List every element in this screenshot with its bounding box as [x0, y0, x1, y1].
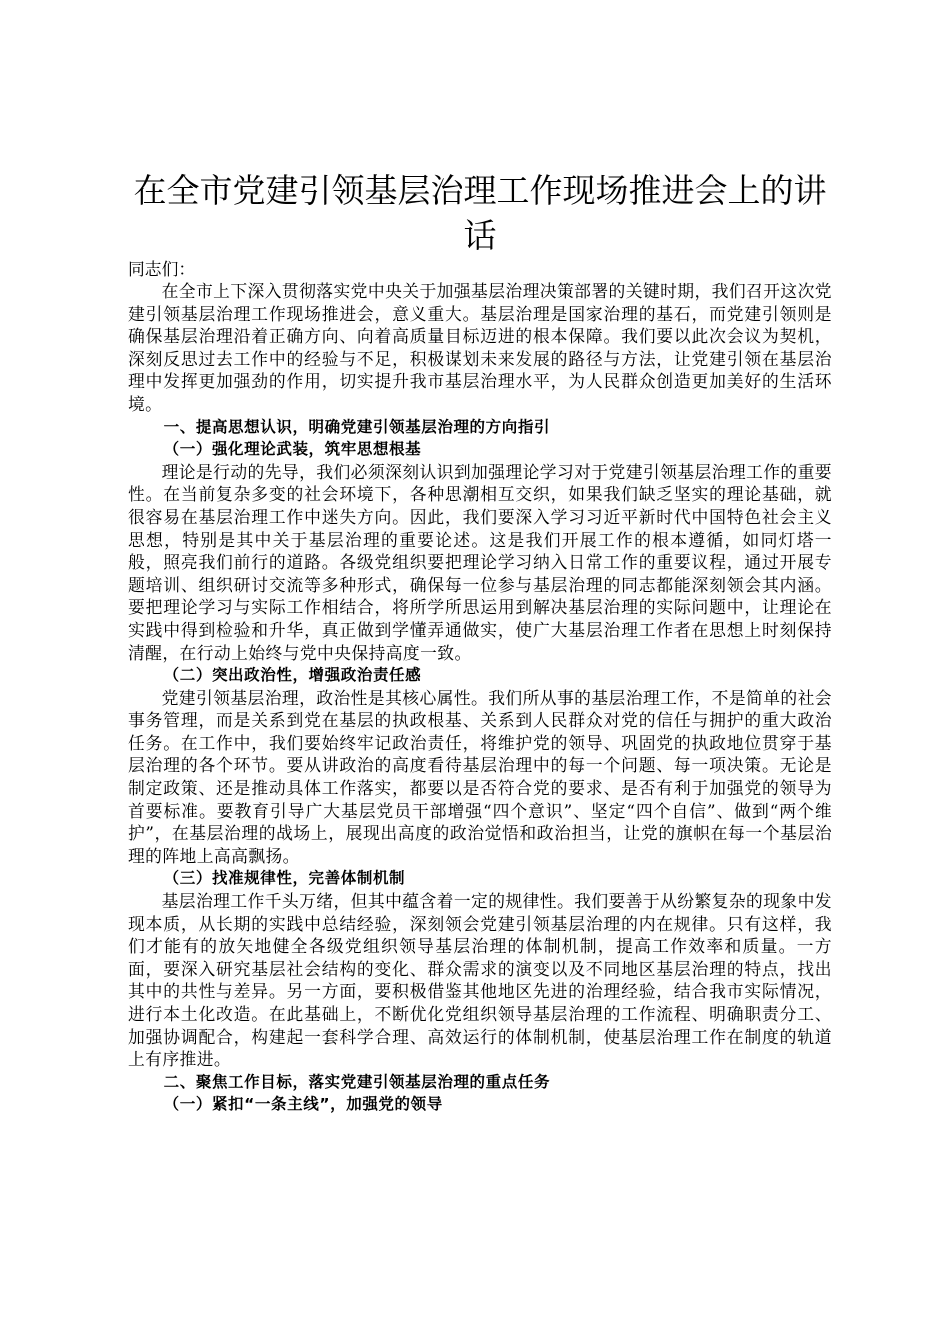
paragraph-1-3: 基层治理工作千头万绪，但其中蕴含着一定的规律性。我们要善于从纷繁复杂的现象中发现本质，从长期的实践中总结经验，深刻领会党建引领基层治理的内在规律。只有这样，我们才能有的放矢地健全各级党组织领导基层治理的体制机制，提高工作效率和质量。一方面，要深入研究基层社会结构的变化、群众需求的演变以及不同地区基层治理的特点，找出其中的共性与差异。另一方面，要积极借鉴其他地区先进的治理经验，结合我市实际情况，进行本土化改造。在此基础上，不断优化党组织领导基层治理的工作流程、明确职责分工、加强协调配合，构建起一套科学合理、高效运行的体制机制，使基层治理工作在制度的轨道上有序推进。 — [128, 891, 832, 1070]
subsection-heading-1-3: （三）找准规律性，完善体制机制 — [163, 869, 406, 888]
document-page — [128, 168, 832, 1116]
paragraph-1-1: 理论是行动的先导，我们必须深刻认识到加强理论学习对于党建引领基层治理工作的重要性。在当前复杂多变的社会环境下，各种思潮相互交织，如果我们缺乏坚实的理论基础，就很容易在基层治理工作中迷失方向。因此，我们要深入学习习近平新时代中国特色社会主义思想，特别是其中关于基层治理的重要论述。这是我们开展工作的根本遵循，如同灯塔一般，照亮我们前行的道路。各级党组织要把理论学习纳入日常工作的重要议程，通过开展专题培训、组织研讨交流等多种形式，确保每一位参与基层治理的同志都能深刻领会其内涵。要把理论学习与实际工作相结合，将所学所思运用到解决基层治理的实际问题中，让理论在实践中得到检验和升华，真正做到学懂弄通做实，使广大基层治理工作者在思想上时刻保持清醒，在行动上始终与党中央保持高度一致。 — [128, 461, 832, 663]
intro-paragraph: 在全市上下深入贯彻落实党中央关于加强基层治理决策部署的关键时期，我们召开这次党建引领基层治理工作现场推进会，意义重大。基层治理是国家治理的基石，而党建引领则是确保基层治理沿着正确方向、向着高质量目标迈进的根本保障。我们要以此次会议为契机，深刻反思过去工作中的经验与不足，积极谋划未来发展的路径与方法，让党建引领在基层治理中发挥更加强劲的作用，切实提升我市基层治理水平，为人民群众创造更加美好的生活环境。 — [128, 281, 832, 414]
subsection-heading-1-2: （二）突出政治性，增强政治责任感 — [163, 666, 422, 685]
paragraph-1-2: 党建引领基层治理，政治性是其核心属性。我们所从事的基层治理工作，不是简单的社会事务管理，而是关系到党在基层的执政根基、关系到人民群众对党的信任与拥护的重大政治任务。在工作中，我们要始终牢记政治责任，将维护党的领导、巩固党的执政地位贯穿于基层治理的各个环节。要从讲政治的高度看待基层治理中的每一个问题、每一项决策。无论是制定政策、还是推动具体工作落实，都要以是否符合党的要求、是否有利于加强党的领导为首要标准。要教育引导广大基层党员干部增强“四个意识”、坚定“四个自信”、做到“两个维护”，在基层治理的战场上，展现出高度的政治觉悟和政治担当，让党的旗帜在每一个基层治理的阵地上高高飘扬。 — [128, 687, 832, 866]
subsection-heading-2-1: （一）紧扣“一条主线”，加强党的领导 — [163, 1095, 443, 1114]
section-heading-2: 二、聚焦工作目标，落实党建引领基层治理的重点任务 — [163, 1072, 551, 1091]
salutation: 同志们： — [128, 259, 196, 279]
subsection-heading-1-1: （一）强化理论武装，筑牢思想根基 — [163, 440, 422, 459]
document-title: 在全市党建引领基层治理工作现场推进会上的讲话 — [133, 171, 827, 255]
section-heading-1: 一、提高思想认识，明确党建引领基层治理的方向指引 — [163, 417, 551, 436]
